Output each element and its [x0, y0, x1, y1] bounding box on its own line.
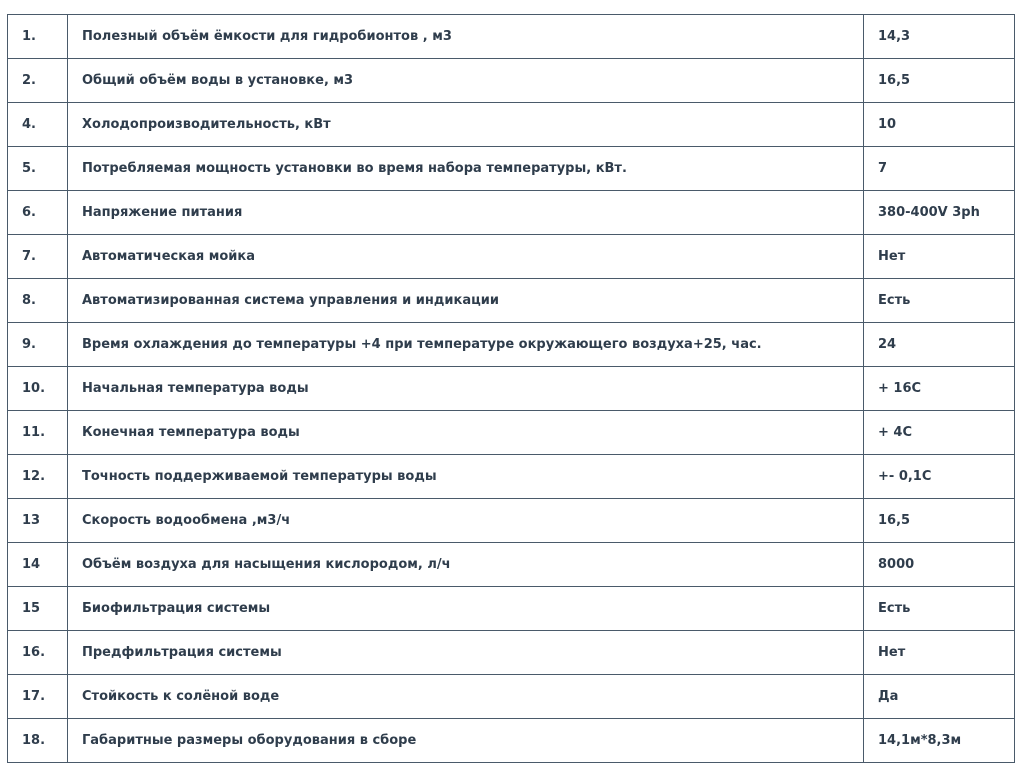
table-row — [8, 103, 1015, 147]
table-row — [8, 191, 1015, 235]
table-row — [8, 411, 1015, 455]
parameter-value: +- 0,1С — [864, 455, 1015, 499]
parameter-name: Объём воздуха для насыщения кислородом, л/ч — [68, 543, 864, 587]
row-number: 6. — [8, 191, 68, 235]
parameter-name: Конечная температура воды — [68, 411, 864, 455]
parameter-name: Предфильтрация системы — [68, 631, 864, 675]
specifications-table-body — [8, 15, 1015, 763]
table-row — [8, 323, 1015, 367]
table-row — [8, 367, 1015, 411]
parameter-name: Точность поддерживаемой температуры воды — [68, 455, 864, 499]
row-number: 5. — [8, 147, 68, 191]
parameter-name: Начальная температура воды — [68, 367, 864, 411]
row-number: 7. — [8, 235, 68, 279]
table-row — [8, 15, 1015, 59]
parameter-name: Полезный объём ёмкости для гидробионтов , м3 — [68, 15, 864, 59]
parameter-value: 10 — [864, 103, 1015, 147]
table-row — [8, 59, 1015, 103]
parameter-name: Автоматическая мойка — [68, 235, 864, 279]
parameter-name: Стойкость к солёной воде — [68, 675, 864, 719]
row-number: 16. — [8, 631, 68, 675]
parameter-value: 8000 — [864, 543, 1015, 587]
parameter-value: 16,5 — [864, 59, 1015, 103]
row-number: 12. — [8, 455, 68, 499]
parameter-value: Да — [864, 675, 1015, 719]
row-number: 10. — [8, 367, 68, 411]
parameter-name: Автоматизированная система управления и индикации — [68, 279, 864, 323]
parameter-value: Нет — [864, 235, 1015, 279]
parameter-name: Холодопроизводительность, кВт — [68, 103, 864, 147]
parameter-value: 14,3 — [864, 15, 1015, 59]
parameter-value: Есть — [864, 587, 1015, 631]
row-number: 18. — [8, 719, 68, 763]
parameter-value: 16,5 — [864, 499, 1015, 543]
table-row — [8, 499, 1015, 543]
row-number: 14 — [8, 543, 68, 587]
parameter-value: 380-400V 3ph — [864, 191, 1015, 235]
parameter-name: Скорость водообмена ,м3/ч — [68, 499, 864, 543]
parameter-value: 24 — [864, 323, 1015, 367]
parameter-value: Нет — [864, 631, 1015, 675]
row-number: 15 — [8, 587, 68, 631]
parameter-name: Габаритные размеры оборудования в сборе — [68, 719, 864, 763]
table-row — [8, 675, 1015, 719]
row-number: 17. — [8, 675, 68, 719]
table-row — [8, 719, 1015, 763]
table-row — [8, 587, 1015, 631]
table-row — [8, 455, 1015, 499]
row-number: 4. — [8, 103, 68, 147]
parameter-name: Время охлаждения до температуры +4 при температуре окружающего воздуха+25, час. — [68, 323, 864, 367]
row-number: 13 — [8, 499, 68, 543]
table-row — [8, 543, 1015, 587]
parameter-value: + 4С — [864, 411, 1015, 455]
parameter-name: Общий объём воды в установке, м3 — [68, 59, 864, 103]
table-row — [8, 631, 1015, 675]
table-row — [8, 279, 1015, 323]
row-number: 2. — [8, 59, 68, 103]
parameter-name: Биофильтрация системы — [68, 587, 864, 631]
parameter-name: Потребляемая мощность установки во время набора температуры, кВт. — [68, 147, 864, 191]
row-number: 8. — [8, 279, 68, 323]
parameter-name: Напряжение питания — [68, 191, 864, 235]
parameter-value: Есть — [864, 279, 1015, 323]
row-number: 9. — [8, 323, 68, 367]
parameter-value: 14,1м*8,3м — [864, 719, 1015, 763]
specifications-table — [7, 14, 1015, 763]
table-row — [8, 235, 1015, 279]
row-number: 11. — [8, 411, 68, 455]
parameter-value: + 16С — [864, 367, 1015, 411]
parameter-value: 7 — [864, 147, 1015, 191]
table-row — [8, 147, 1015, 191]
row-number: 1. — [8, 15, 68, 59]
